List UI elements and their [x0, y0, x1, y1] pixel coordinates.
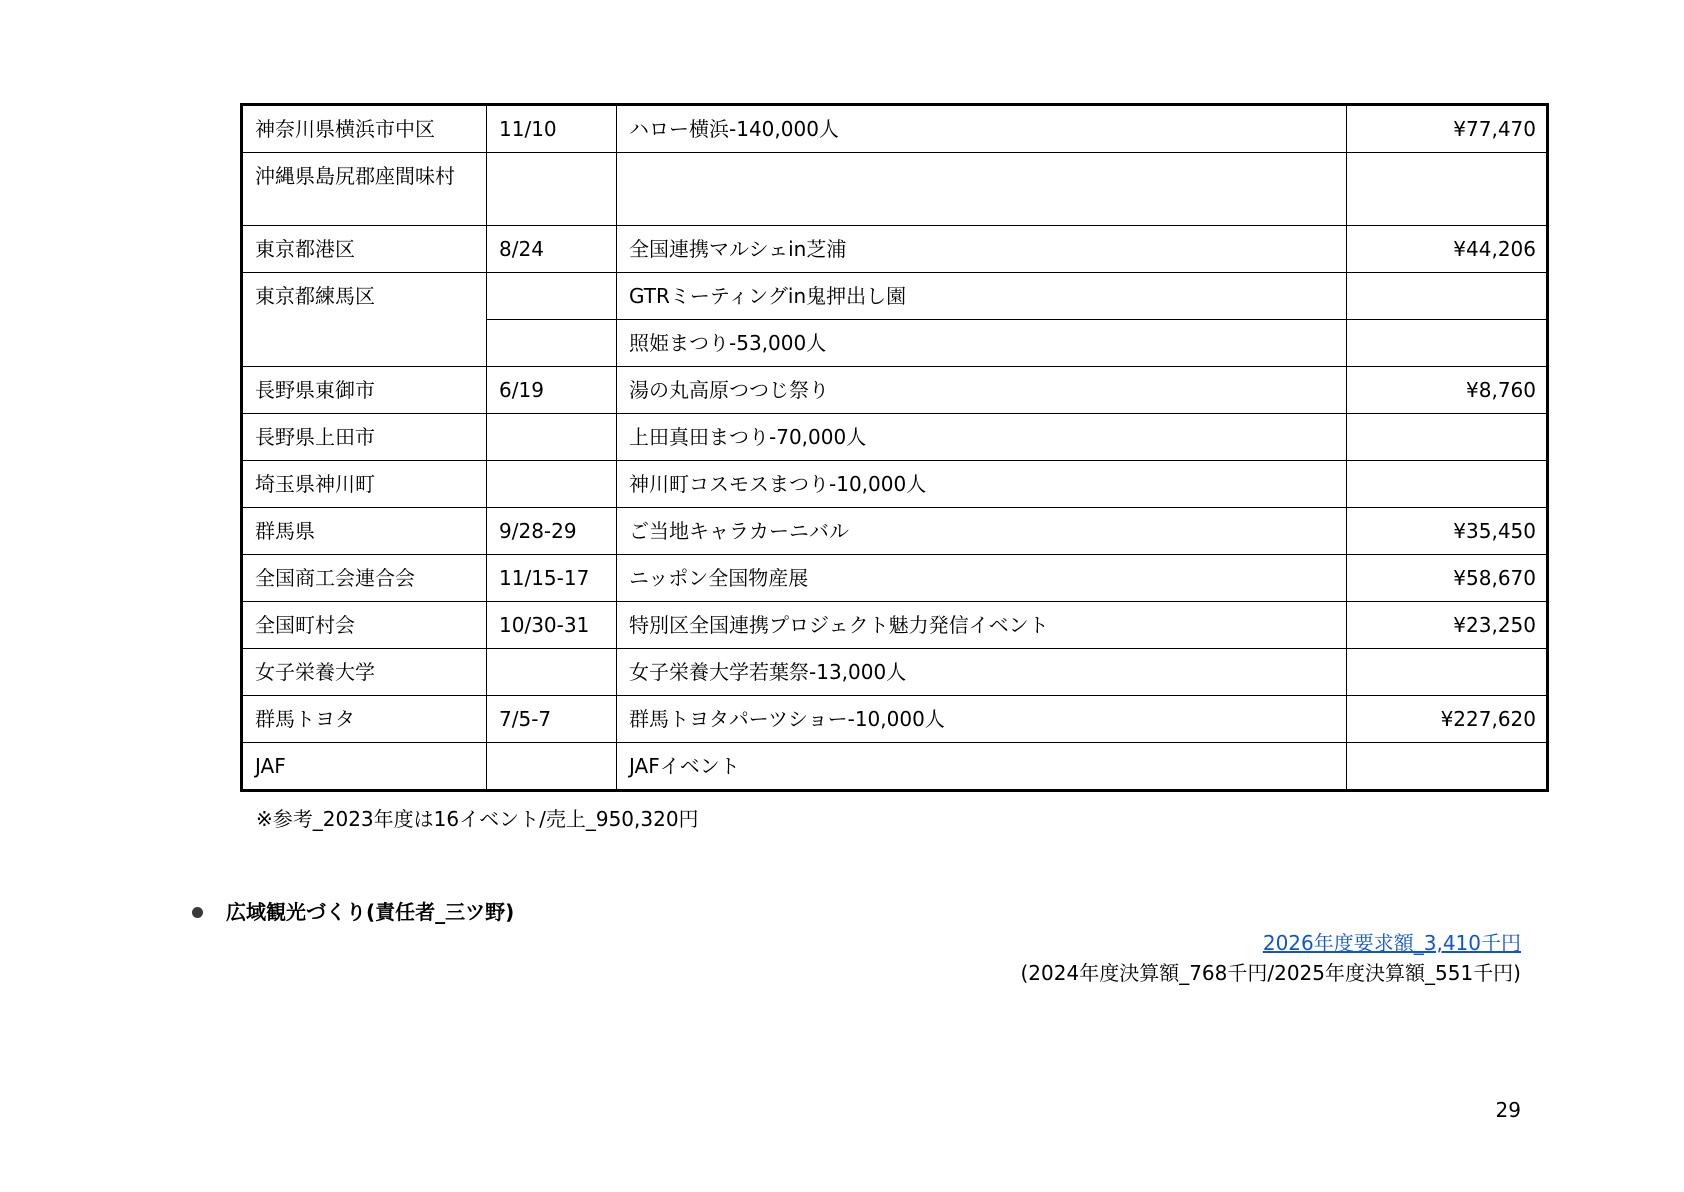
event-cell: 群馬トヨタパーツショー-10,000人 [617, 696, 1347, 743]
table-row [242, 414, 1548, 461]
sales-cell: ¥77,470 [1347, 105, 1548, 153]
event-cell: 湯の丸高原つつじ祭り [617, 367, 1347, 414]
table-row [242, 743, 1548, 791]
table-row [242, 367, 1548, 414]
date-cell [487, 649, 617, 696]
date-cell: 7/5-7 [487, 696, 617, 743]
date-cell: 11/15-17 [487, 555, 617, 602]
organizer-cell: 全国町村会 [242, 602, 487, 649]
organizer-cell: 東京都練馬区 [242, 273, 487, 367]
table-row [242, 508, 1548, 555]
organizer-cell: 長野県上田市 [242, 414, 487, 461]
date-cell: 11/10 [487, 105, 617, 153]
event-cell: 女子栄養大学若葉祭-13,000人 [617, 649, 1347, 696]
date-cell: 10/30-31 [487, 602, 617, 649]
event-cell: 上田真田まつり-70,000人 [617, 414, 1347, 461]
table-row [242, 555, 1548, 602]
bullet-icon [192, 907, 203, 918]
date-cell: 6/19 [487, 367, 617, 414]
date-cell: 9/28-29 [487, 508, 617, 555]
event-cell: JAFイベント [617, 743, 1347, 791]
event-cell: 神川町コスモスまつり-10,000人 [617, 461, 1347, 508]
sales-cell [1347, 414, 1548, 461]
sales-cell: ¥227,620 [1347, 696, 1548, 743]
table-row [242, 105, 1548, 153]
date-cell [487, 320, 617, 367]
organizer-cell: 東京都港区 [242, 226, 487, 273]
date-cell [487, 273, 617, 320]
sales-cell: ¥35,450 [1347, 508, 1548, 555]
page-number: 29 [1495, 1098, 1521, 1122]
event-cell: ハロー横浜-140,000人 [617, 105, 1347, 153]
sales-cell [1347, 273, 1548, 320]
event-cell: ご当地キャラカーニバル [617, 508, 1347, 555]
date-cell [487, 153, 617, 226]
sales-cell: ¥8,760 [1347, 367, 1548, 414]
table-row [242, 649, 1548, 696]
events-table [240, 103, 1549, 792]
organizer-cell: 神奈川県横浜市中区 [242, 105, 487, 153]
sales-cell [1347, 649, 1548, 696]
sales-cell [1347, 320, 1548, 367]
organizer-cell: 沖縄県島尻郡座間味村 [242, 153, 487, 226]
sales-cell: ¥23,250 [1347, 602, 1548, 649]
table-row [242, 461, 1548, 508]
event-cell: 特別区全国連携プロジェクト魅力発信イベント [617, 602, 1347, 649]
sales-cell: ¥58,670 [1347, 555, 1548, 602]
date-cell: 8/24 [487, 226, 617, 273]
sales-cell [1347, 461, 1548, 508]
date-cell [487, 414, 617, 461]
event-cell: ニッポン全国物産展 [617, 555, 1347, 602]
organizer-cell: 群馬トヨタ [242, 696, 487, 743]
event-cell [617, 153, 1347, 226]
table-row [242, 696, 1548, 743]
organizer-cell: 長野県東御市 [242, 367, 487, 414]
organizer-cell: JAF [242, 743, 487, 791]
event-cell: GTRミーティングin鬼押出し園 [617, 273, 1347, 320]
sales-cell: ¥44,206 [1347, 226, 1548, 273]
sales-cell [1347, 743, 1548, 791]
section-heading: 広域観光づくり(責任者_三ツ野) [226, 900, 515, 924]
sales-cell [1347, 153, 1548, 226]
reference-note: ※参考_2023年度は16イベント/売上_950,320円 [256, 807, 699, 831]
organizer-cell: 群馬県 [242, 508, 487, 555]
table-row [242, 602, 1548, 649]
organizer-cell: 埼玉県神川町 [242, 461, 487, 508]
organizer-cell: 全国商工会連合会 [242, 555, 487, 602]
budget-detail: (2024年度決算額_768千円/2025年度決算額_551千円) [1020, 961, 1521, 985]
table-row [242, 226, 1548, 273]
table-row [242, 153, 1548, 226]
organizer-cell: 女子栄養大学 [242, 649, 487, 696]
budget-request-link[interactable]: 2026年度要求額_3,410千円 [1262, 931, 1521, 955]
section-bullet [192, 898, 514, 926]
event-cell: 全国連携マルシェin芝浦 [617, 226, 1347, 273]
date-cell [487, 461, 617, 508]
table-row [242, 273, 1548, 320]
event-cell: 照姫まつり-53,000人 [617, 320, 1347, 367]
date-cell [487, 743, 617, 791]
